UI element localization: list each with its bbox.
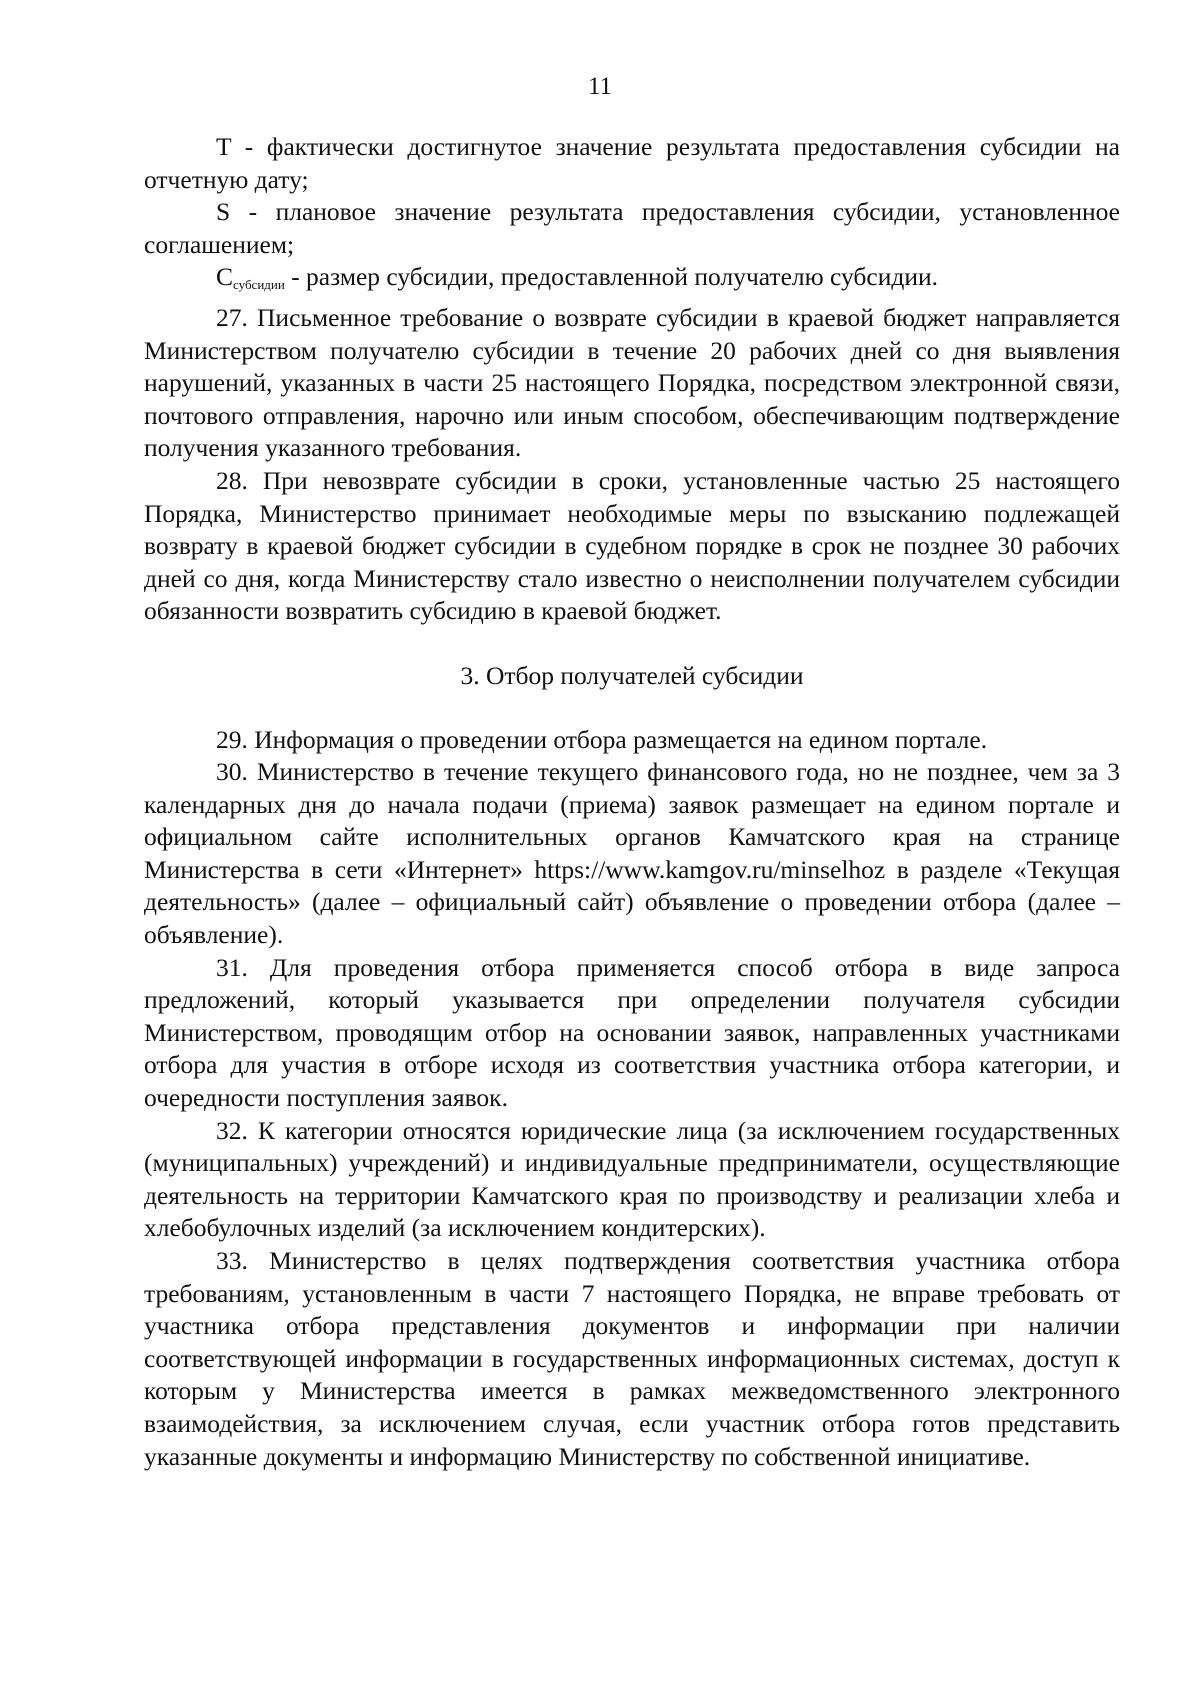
paragraph-27: 27. Письменное требование о возврате субсидии в краевой бюджет направляется Министерством получателю субсидии в течение 20 рабочих дней со дня выявления нарушений, указанных в части 25 настоящего Порядка, посредством электронной связи, почтового отправления, нарочно или иным способом, обеспечивающим подтверждение получения указанного требования.	[144, 302, 1120, 463]
definition-t: T - фактически достигнутое значение результата предоставления субсидии на отчетную дату;	[144, 132, 1120, 194]
c-definition-text: - размер субсидии, предоставленной получателю субсидии.	[284, 262, 939, 292]
definition-s: S - плановое значение результата предоставления субсидии, установленное соглашением;	[144, 197, 1120, 259]
c-symbol: С	[216, 262, 234, 292]
paragraph-33: 33. Министерство в целях подтверждения соответствия участника отбора требованиям, установленным в части 7 настоящего Порядка, не вправе требовать от участника отбора представления документов и информации при наличии соответствующей информации в государственных информационных системах, доступ к которым у Министерства имеется в рамках межведомственного электронного взаимодействия, за исключением случая, если участник отбора готов представить указанные документы и информацию Министерству по собственной инициативе.	[144, 1246, 1120, 1471]
paragraph-28: 28. При невозврате субсидии в сроки, установленные частью 25 настоящего Порядка, Министерство принимает необходимые меры по взысканию подлежащей возврату в краевой бюджет субсидии в судебном порядке в срок не позднее 30 рабочих дней со дня, когда Министерству стало известно о неисполнении получателем субсидии обязанности возвратить субсидию в краевой бюджет.	[144, 465, 1120, 626]
paragraph-32: 32. К категории относятся юридические лица (за исключением государственных (муниципальных) учреждений) и индивидуальные предприниматели, осуществляющие деятельность на территории Камчатского края по производству и реализации хлеба и хлебобулочных изделий (за исключением кондитерских).	[144, 1115, 1120, 1243]
paragraph-30: 30. Министерство в течение текущего финансового года, но не позднее, чем за 3 календарных дня до начала подачи (приема) заявок размещает на едином портале и официальном сайте исполнительных органов Камчатского края на странице Министерства в сети «Интернет» https://www.kamgov.ru/minselhoz в разделе «Текущая деятельность» (далее – официальный сайт) объявление о проведении отбора (далее – объявление).	[144, 757, 1120, 950]
section-heading: 3. Отбор получателей субсидии	[460, 660, 804, 690]
page-number: 11	[587, 73, 613, 100]
paragraph-29: 29. Информация о проведении отбора размещается на едином портале.	[216, 724, 988, 754]
definition-c	[144, 261, 1120, 302]
document-body	[144, 131, 1120, 1473]
c-subscript: субсидии	[233, 277, 285, 293]
paragraph-31: 31. Для проведения отбора применяется способ отбора в виде запроса предложений, который указывается при определении получателя субсидии Министерством, проводящим отбор на основании заявок, направленных участниками отбора для участия в отборе исходя из соответствия участника отбора категории, и очередности поступления заявок.	[144, 952, 1120, 1113]
